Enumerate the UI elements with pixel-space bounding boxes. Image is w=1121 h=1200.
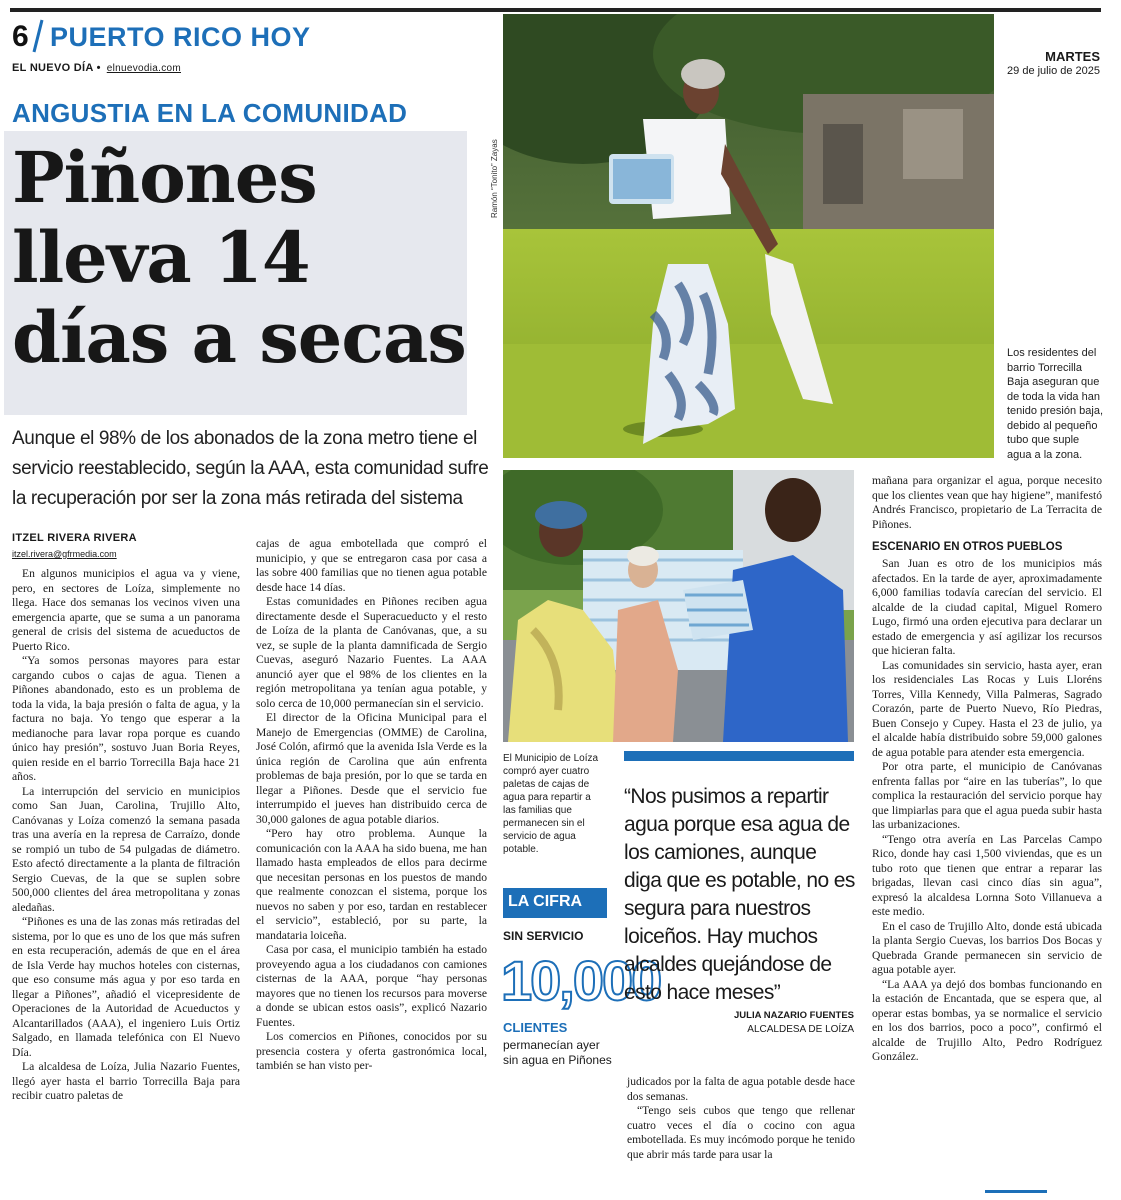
author-email-link[interactable]: itzel.rivera@gfrmedia.com xyxy=(12,549,117,559)
water-distribution-image xyxy=(503,470,854,742)
body-column-3 xyxy=(627,1075,855,1162)
quote-role: ALCALDESA DE LOÍZA xyxy=(747,1024,854,1035)
pull-quote: “Nos pusimos a repartir agua porque esa agua de los camiones, aunque diga que es potable, no es segura para nuestros loiceños. Hay muchos alcaldes quejándose de esto hace meses” xyxy=(624,785,855,1004)
cifra-number: 10,000 xyxy=(501,949,661,1012)
paragraph: La interrupción del servicio en municipios como San Juan, Carolina, Trujillo Alto, Canóvanas y Loíza comenzó la semana pasada tras una avería en la represa de Carraízo, donde se rompió un tubo de 54 pulgadas de diámetro. Esto afectó directamente a la planta de filtración Sergio Cuevas, de la que se suplen sobre 500,000 clientes del área metropolitana y zonas aledañas. xyxy=(12,784,240,914)
subheadline: Aunque el 98% de los abonados de la zona metro tiene el servicio reestablecido, según la AAA, esta comunidad sufre la recuperación por ser la zona más retirada del sistema xyxy=(12,428,489,509)
bottom-rule xyxy=(985,1190,1047,1193)
kicker: ANGUSTIA EN LA COMUNIDAD xyxy=(12,98,408,128)
body-column-4 xyxy=(872,474,1102,1065)
paragraph: “Pero hay otro problema. Aunque la comunicación con la AAA ha sido buena, me han llamado hasta empleados de ellos para decirme que necesitan personas en los puestos de mando que realmente conozcan el sistema, porque los nuevos no saben y por eso, tardan en restablecer el servicio”, estableció, por su parte, la mandataria loiceña. xyxy=(256,827,487,942)
paragraph: San Juan es otro de los municipios más afectados. En la tarde de ayer, aproximadamente 6,000 familias todavía carecían del servicio. El alcalde de la ciudad capital, Miguel Romero Lugo, firmó una orden ejecutiva para declarar un estado de emergencia y así agilizar los recursos que hicieran falta. xyxy=(872,557,1102,657)
section-title: PUERTO RICO HOY xyxy=(50,22,311,52)
secondary-photo-caption: El Municipio de Loíza compró ayer cuatro paletas de cajas de agua para repartir a las familias que permanecen sin el servicio de agua potable. xyxy=(503,753,599,855)
photo-credit-text: Ramón “Tonito” Zayas xyxy=(490,139,499,218)
paragraph: La alcaldesa de Loíza, Julia Nazario Fuentes, llegó ayer hasta el barrio Torrecilla Baja para recibir cuatro paletas de xyxy=(12,1060,240,1102)
brand: EL NUEVO DÍA • elnuevodia.com xyxy=(12,62,181,74)
paragraph: mañana para organizar el agua, porque necesito que los clientes vean que hay higiene”, manifestó Andrés Francisco, propietario de La Terracita de Piñones. xyxy=(872,474,1102,531)
slash-divider xyxy=(32,18,44,54)
paragraph: Los comercios en Piñones, conocidos por su presencia costera y oferta gastronómica local, también se han visto per- xyxy=(256,1030,487,1072)
paragraph: cajas de agua embotellada que compró el municipio, y que se entregaron casa por casa a las sobre 400 familias que no tienen agua potable desde hace 14 días. xyxy=(256,537,487,594)
paragraph: “Tengo seis cubos que tengo que rellenar cuatro veces el día o cocino con agua embotellada. Es muy incómodo porque he tenido que abrir más tarde para usar la xyxy=(627,1104,855,1161)
column-subheading: ESCENARIO EN OTROS PUEBLOS xyxy=(872,541,1063,553)
top-rule xyxy=(10,8,1101,12)
quote-author: JULIA NAZARIO FUENTES xyxy=(734,1010,854,1021)
cifra-label: LA CIFRA xyxy=(508,893,583,910)
paragraph: En algunos municipios el agua va y viene, pero, en sectores de Loíza, simplemente no llega. Hace dos semanas los vecinos viven una emergencia aparte, que se suma a un panorama general de crisis del sistema de acueductos de Puerto Rico. xyxy=(12,567,240,653)
cifra-category: SIN SERVICIO xyxy=(503,929,584,943)
paragraph: “Piñones es una de las zonas más retiradas del sistema, por lo que es uno de los que más sufren en esta recuperación, además de que en el área de Isla Verde hay muchos hoteles con cisternas, que eso consume más agua y por eso tarda en llegar a Piñones”, añadió el vicepresidente de Operaciones de la Autoridad de Acueductos y Alcantarillados (AAA), el ingeniero Luis Ortiz Salgado, en llamada telefónica con El Nuevo Día. xyxy=(12,915,240,1059)
cifra-unit: CLIENTES xyxy=(503,1020,568,1035)
brand-site-link[interactable]: elnuevodia.com xyxy=(106,63,181,74)
issue-date: 29 de julio de 2025 xyxy=(1007,65,1100,77)
secondary-photo xyxy=(503,470,854,742)
paragraph: Las comunidades sin servicio, hasta ayer, eran los residenciales Las Rocas y Luis Lloréns Torres, Villa Kennedy, Villa Palmeras, Sagrado Corazón, parte de Puerto Nuevo, Río Piedras, Buen Consejo y Cupey. Hasta el 23 de julio, ya el alcalde había distribuido sobre 59,000 galones de agua potable para atender esta emergencia. xyxy=(872,658,1102,759)
paragraph: Por otra parte, el municipio de Canóvanas enfrenta fallas por “aire en las tuberías”, lo que complica la restauración del servicio porque hay que limpiarlas para que el agua pueda subir hasta las urbanizaciones. xyxy=(872,760,1102,831)
byline: ITZEL RIVERA RIVERA xyxy=(12,532,137,544)
paragraph: “La AAA ya dejó dos bombas funcionando en la estación de Encantada, que se espera que, al operar estas bombas, ya se normalice el servicio en los dos barrios, poco a poco”, confirmó el alcalde de Trujillo Alto, Pedro Rodríguez González. xyxy=(872,977,1102,1063)
paragraph: “Ya somos personas mayores para estar cargando cubos o cajas de agua. Tienen a Piñones abandonado, esto es un problema de toda la vida, la baja presión o falta de agua, y la factura no baja. Yo tengo que esperar a la medianoche para lavar ropa porque es cuando único hay presión”, sostuvo Juan Boria Reyes, quien reside en el barrio Torrecilla Baja hace 21 años. xyxy=(12,654,240,783)
photo-credit xyxy=(488,18,502,218)
cifra-description: permanecían ayer sin agua en Piñones xyxy=(503,1038,612,1067)
woman-carrying-water-image xyxy=(503,14,994,458)
body-column-2 xyxy=(256,537,487,1074)
headline: Piñones lleva 14 días a secas xyxy=(12,136,466,379)
paragraph: El director de la Oficina Municipal para el Manejo de Emergencias (OMME) de Carolina, José Colón, afirmó que la avenida Isla Verde es la única región de Carolina que aún enfrenta problemas de baja presión, por lo que se tarda en llegar a Piñones. Desde que el servicio fue interrumpido el jueves han distribuido cerca de 30,000 galones de agua potable diarios. xyxy=(256,711,487,826)
brand-name: EL NUEVO DÍA xyxy=(12,62,94,74)
page-number: 6 xyxy=(12,20,29,53)
main-photo xyxy=(503,14,994,458)
main-photo-caption: Los residentes del barrio Torrecilla Baja aseguran que de toda la vida han tenido presión baja, debido al pequeño tubo que suple agua a la zona. xyxy=(1007,347,1104,461)
paragraph: “Tengo otra avería en Las Parcelas Campo Rico, donde hay casi 1,500 viviendas, que es un tubo roto que tienen que entrar a reparar las brigadas, llevan casi cinco días sin agua”, expresó la alcaldesa Lornna Soto Villanueva a este medio. xyxy=(872,832,1102,918)
paragraph: En el caso de Trujillo Alto, donde está ubicada la planta Sergio Cuevas, los barrios Dos Bocas y Quebrada Grande permanecen sin servicio de agua potable ayer. xyxy=(872,919,1102,976)
paragraph: Casa por casa, el municipio también ha estado proveyendo agua a los ciudadanos con camiones cisternas de la AAA, porque “hay personas mayores que no tienen los recursos para moverse a donde se ubican estos oasis”, explicó Nazario Fuentes. xyxy=(256,943,487,1029)
paragraph: Estas comunidades en Piñones reciben agua directamente desde el Superacueducto y el resto de Loíza de la planta de Canóvanas, que, a su vez, se suple de la planta damnificada de Sergio Cuevas, aseguró Nazario Fuentes. La AAA anunció ayer que el 98% de los clientes en la región metropolitana ya tenían agua potable, y solo cerca de 10,000 permanecían sin el servicio. xyxy=(256,595,487,710)
quote-bar xyxy=(624,751,854,761)
paragraph: judicados por la falta de agua potable desde hace dos semanas. xyxy=(627,1075,855,1103)
body-column-1 xyxy=(12,567,240,1104)
issue-day: MARTES xyxy=(1045,49,1100,64)
